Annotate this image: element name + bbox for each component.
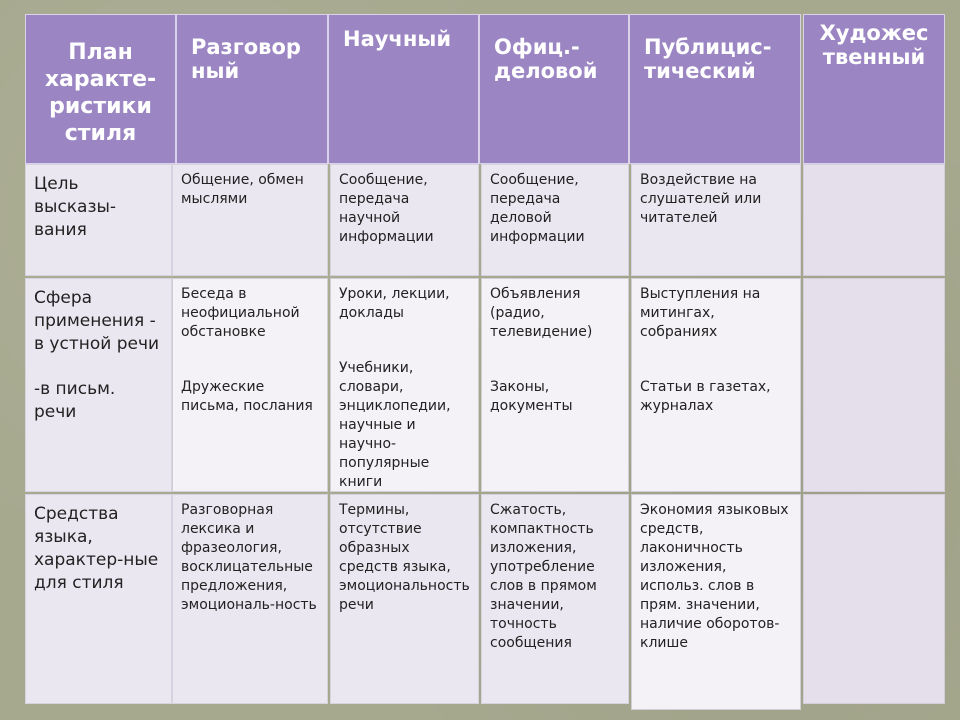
cell-goal-official: Сообщение, передача деловой информации (481, 164, 629, 276)
cell-means-artistic (803, 494, 945, 704)
cell-sphere-artistic (803, 278, 945, 492)
cell-goal-publicistic: Воздействие на слушателей или читателей (631, 164, 801, 276)
cell-goal-scientific: Сообщение, передача научной информации (330, 164, 479, 276)
cell-sphere-publicistic-oral: Выступления на митингах, собраниях (640, 286, 761, 340)
header-publicistic: Публицис-тический (629, 14, 801, 164)
cell-means-publicistic: Экономия языковых средств, лаконичность изложения, использ. слов в прям. значении, наличие оборотов-клише (631, 494, 801, 710)
cell-means-conversational: Разговорная лексика и фразеология, восклицательные предложения, эмоциональ-ность (172, 494, 328, 704)
cell-goal-artistic (803, 164, 945, 276)
row-label-sphere-main: Сфера применения - в устной речи (34, 288, 160, 354)
cell-sphere-official-oral: Объявления (радио, телевидение) (490, 286, 593, 340)
cell-sphere-scientific (330, 278, 479, 492)
header-scientific: Научный (328, 14, 479, 164)
row-label-means: Средства языка, характер-ные для стиля (25, 494, 172, 704)
row-label-sphere-written: -в письм. речи (34, 379, 116, 422)
cell-sphere-scientific-oral: Уроки, лекции, доклады (339, 286, 450, 321)
row-label-sphere (25, 278, 172, 492)
cell-sphere-publicistic (631, 278, 801, 492)
cell-means-scientific: Термины, отсутствие образных средств языка, эмоциональность речи (330, 494, 479, 704)
cell-sphere-official-written: Законы, документы (490, 379, 573, 414)
header-plan: План характе-ристики стиля (25, 14, 176, 164)
cell-sphere-conversational-written: Дружеские письма, послания (181, 379, 313, 414)
header-conversational: Разговор ный (176, 14, 328, 164)
row-label-goal: Цель высказы-вания (25, 164, 172, 276)
cell-sphere-conversational-oral: Беседа в неофициальной обстановке (181, 286, 300, 340)
cell-sphere-scientific-written: Учебники, словари, энциклопедии, научные и научно-популярные книги (339, 360, 451, 490)
cell-sphere-publicistic-written: Статьи в газетах, журналах (640, 379, 771, 414)
header-artistic: Художес твенный (803, 14, 945, 164)
cell-sphere-official (481, 278, 629, 492)
cell-goal-conversational: Общение, обмен мыслями (172, 164, 328, 276)
cell-sphere-conversational (172, 278, 328, 492)
cell-means-official: Сжатость, компактность изложения, употребление слов в прямом значении, точность сообщения (481, 494, 629, 704)
header-official: Офиц.-деловой (479, 14, 629, 164)
